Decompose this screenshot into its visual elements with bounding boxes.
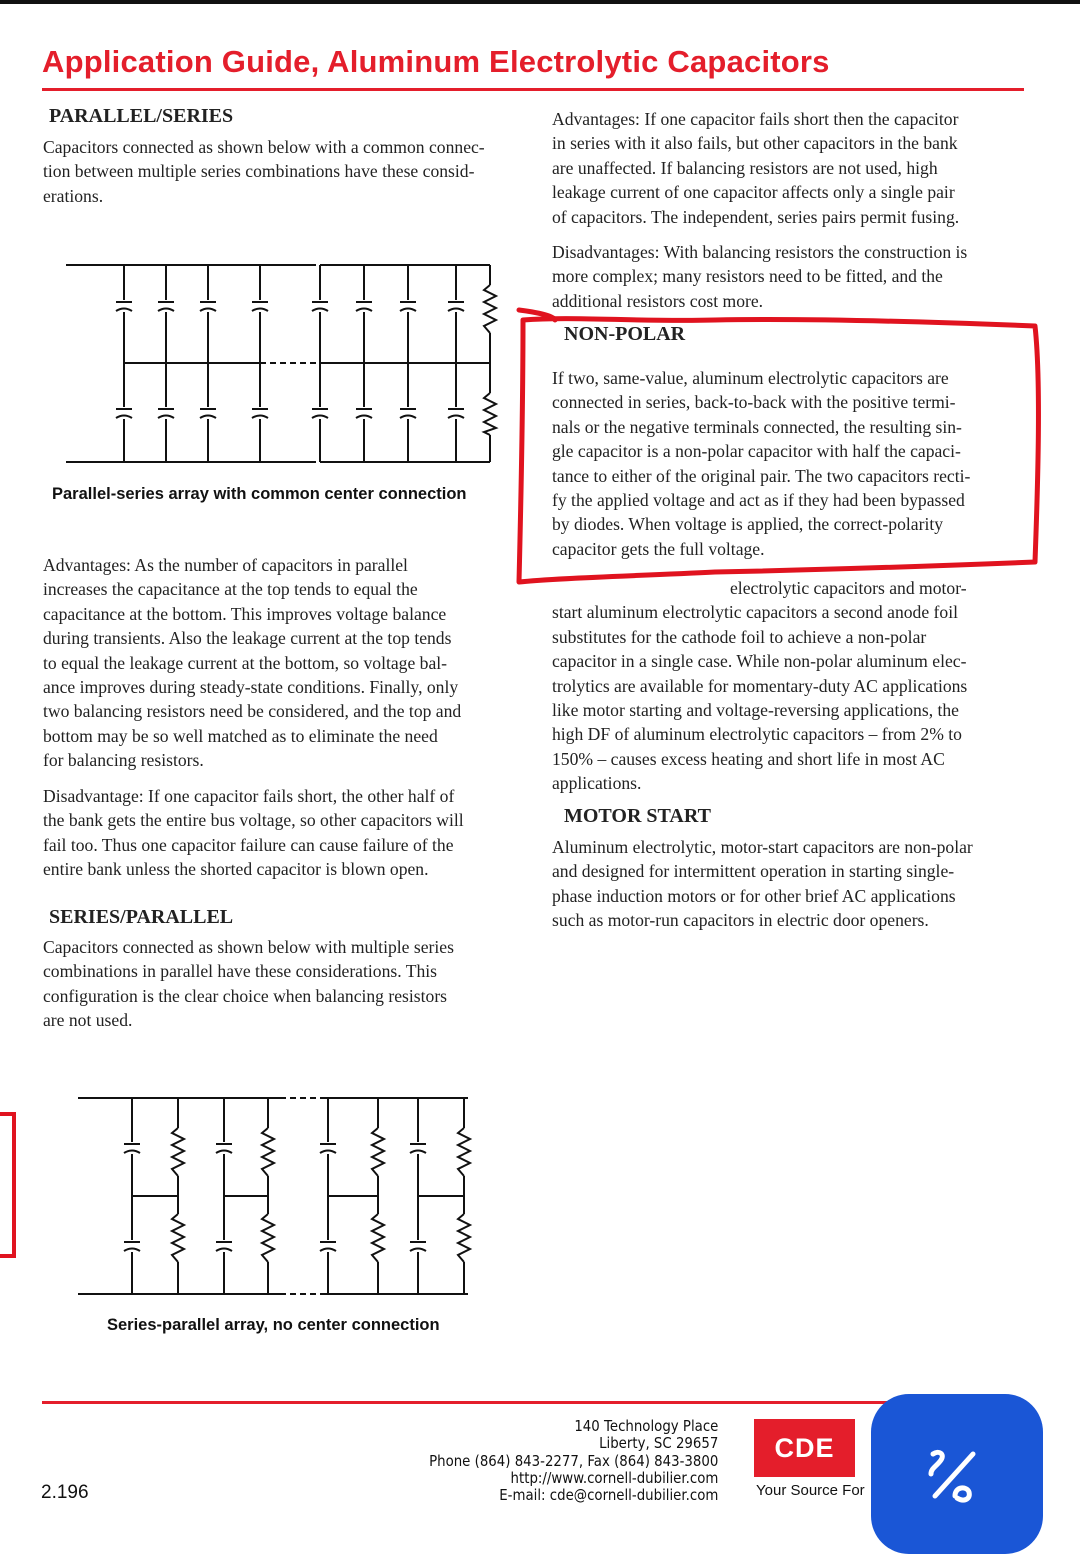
left-edge-annotation [0,1112,16,1258]
series-parallel-intro: Capacitors connected as shown below with multiple series combinations in parallel have these considerations. This configuration is the clear choice when balancing resistors are not used. [43,937,454,1031]
heading-parallel-series: PARALLEL/SERIES [49,105,234,127]
company-address: 140 Technology Place Liberty, SC 29657 Phone (864) 843-2277, Fax (864) 843-3800 http://www.cornell-dubilier.com E-mail: cde@cornell-dubilier.com [428,1417,718,1505]
page-title: Application Guide, Aluminum Electrolytic Capacitors [42,44,830,79]
edit-fab-button[interactable] [871,1394,1043,1554]
pen-edit-icon [923,1446,987,1506]
series-parallel-diagram [70,1088,490,1303]
footer-divider [42,1401,902,1404]
parallel-series-caption: Parallel-series array with common center connection [52,485,467,503]
series-parallel-advantages: Advantages: If one capacitor fails short then the capacitor in series with it also fails, but other capacitors in the bank are unaffected. If balancing resistors are not used, high leakage current of one capacitor affects only a single pair of capacitors. The independent, series pairs permit fusing. [552,109,960,227]
parallel-series-diagram [60,255,510,475]
cde-logo: CDE [754,1419,855,1477]
non-polar-construction-paragraph: electrolytic capacitors and motor- start aluminum electrolytic capacitors a second anode foil substitutes for the cathode foil to achieve a non-polar capacitor in a single case. While non-polar aluminum elec- trolytics are available for momentary-duty AC applications like motor starting and voltage-reversing applications, the high DF of aluminum electrolytic capacitors – from 2% to 150% – causes excess heating and short life in most AC applications. [552,578,968,794]
motor-start-paragraph: Aluminum electrolytic, motor-start capacitors are non-polar and designed for intermittent operation in starting single- phase induction motors or for other brief AC applications such as motor-run capacitors in electric door openers. [552,837,973,931]
title-divider [42,88,1024,91]
parallel-series-advantages: Advantages: As the number of capacitors in parallel increases the capacitance at the top tends to equal the capacitance at the bottom. This improves voltage balance during transients. Also the leakage current at the top tends to equal the leakage current at the bottom, so voltage bal- ance improves during steady-state conditions. Finally, only two balancing resistors need be considered, and the top and bottom may be so well matched as to eliminate the need for balancing resistors. [43,555,462,771]
series-parallel-caption: Series-parallel array, no center connection [107,1316,440,1334]
top-bar [0,0,1080,4]
parallel-series-disadvantage: Disadvantage: If one capacitor fails short, the other half of the bank gets the entire bus voltage, so other capacitors will fail too. Thus one capacitor failure can cause failure of the entire bank unless the shorted capacitor is blown open. [43,786,464,880]
parallel-series-intro: Capacitors connected as shown below with a common connec- tion between multiple series combinations have these consid- erations. [43,137,485,206]
non-polar-paragraph: If two, same-value, aluminum electrolytic capacitors are connected in series, back-to-back with the positive termi- nals or the negative terminals connected, the resulting sin- gle capacitor is a non-polar capacitor with half the capaci- tance to either of the original pair. The two capacitors recti- fy the applied voltage and act as if they had been bypassed by diodes. When voltage is applied, the correct-polarity capacitor gets the full voltage. [552,368,971,559]
heading-non-polar: NON-POLAR [564,323,686,345]
company-tagline: Your Source For [756,1482,865,1499]
heading-motor-start: MOTOR START [564,805,711,827]
page-number: 2.196 [41,1482,89,1503]
heading-series-parallel: SERIES/PARALLEL [49,906,234,928]
series-parallel-disadvantages: Disadvantages: With balancing resistors the construction is more complex; many resistors need to be fitted, and the additional resistors cost more. [552,242,968,311]
